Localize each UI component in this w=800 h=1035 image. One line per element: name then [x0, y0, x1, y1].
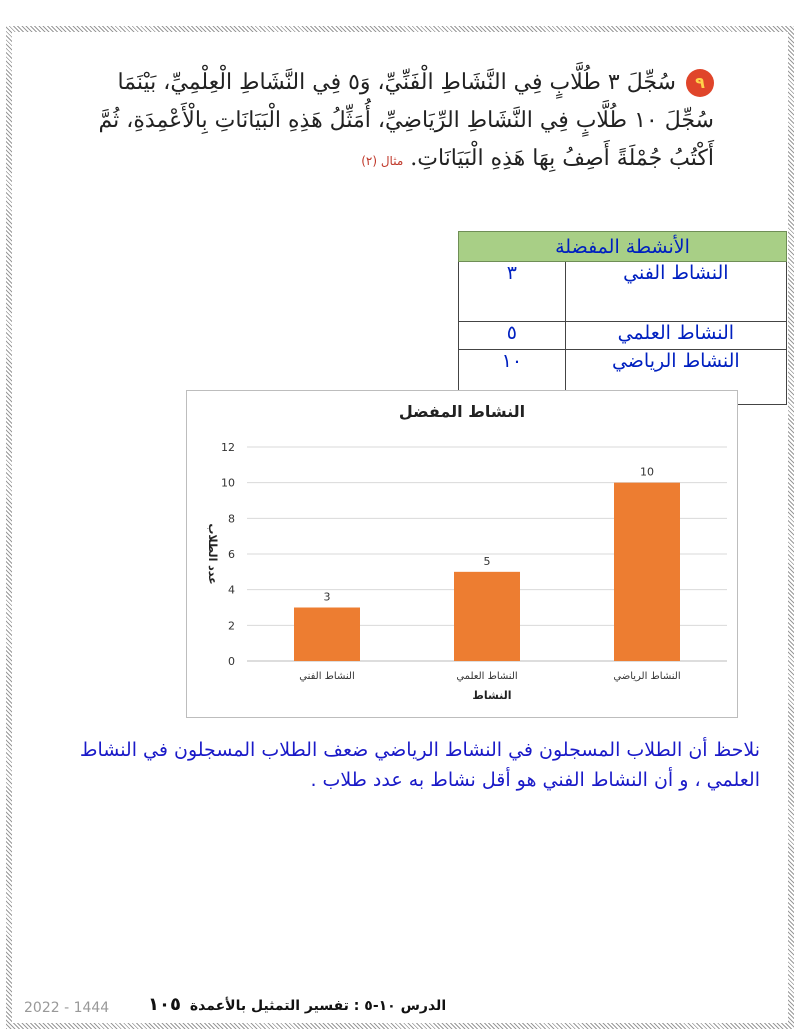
lesson-title: الدرس ١٠-٥ : تفسير التمثيل بالأعمدة [189, 998, 447, 1014]
activity-count: ٥ [459, 322, 566, 350]
activity-count: ١٠ [459, 350, 566, 405]
problem-number-badge: ٩ [686, 69, 714, 97]
y-tick-label: 10 [221, 476, 235, 490]
table-row [459, 322, 787, 350]
conclusion-text: نلاحظ أن الطلاب المسجلون في النشاط الرياضي ضعف الطلاب المسجلون في النشاط العلمي ، و أن النشاط الفني هو أقل نشاط به عدد طلاب . [79, 739, 760, 791]
table-row [459, 262, 787, 322]
bars [294, 483, 680, 661]
labels [221, 441, 681, 682]
problem-statement [74, 64, 714, 180]
bar-data-label: 5 [483, 554, 491, 568]
activity-name: النشاط الرياضي [565, 350, 786, 405]
chart-svg [187, 391, 737, 717]
activity-count: ٣ [459, 262, 566, 322]
x-tick-label: النشاط الرياضي [613, 671, 681, 682]
y-tick-label: 6 [228, 548, 235, 561]
y-tick-label: 4 [228, 583, 235, 597]
example-reference: مثال (٢) [361, 154, 404, 168]
x-tick-label: النشاط العلمي [456, 671, 518, 682]
page-number: ١٠٥ [148, 994, 181, 1015]
activity-name: النشاط الفني [565, 262, 786, 322]
lesson-footer [148, 994, 446, 1015]
x-tick-label: النشاط الفني [299, 671, 355, 682]
y-tick-label: 2 [228, 619, 235, 633]
y-axis-title: عدد الطلاب [206, 523, 219, 585]
table-header: الأنشطة المفضلة [459, 232, 787, 262]
x-axis-title: النشاط [472, 689, 512, 702]
bar-data-label: 3 [323, 590, 331, 604]
bar [454, 572, 520, 661]
y-tick-label: 8 [228, 512, 235, 526]
bar [294, 608, 360, 662]
bar [614, 483, 680, 661]
activity-name: النشاط العلمي [565, 322, 786, 350]
y-tick-label: 12 [221, 441, 235, 454]
footer-year: 2022 - 1444 [24, 1000, 110, 1016]
bar-chart [186, 390, 738, 718]
problem-text: سُجِّلَ ٣ طُلَّابٍ فِي النَّشَاطِ الْفَنِّيِّ، وَ٥ فِي النَّشَاطِ الْعِلْمِيِّ، بَيْنَمَا سُجِّلَ ١٠ طُلَّابٍ فِي النَّشَاطِ الرِّيَاضِيِّ، أُمَثِّلُ هَذِهِ الْبَيَانَاتِ بِالْأَعْمِدَةِ، ثُمَّ أَكْتُبُ جُمْلَةً أَصِفُ بِهَا هَذِهِ الْبَيَانَاتِ. [98, 70, 714, 171]
chart-title: النشاط المفضل [398, 402, 526, 421]
y-tick-label: 0 [228, 655, 235, 668]
bar-data-label: 10 [640, 465, 654, 479]
favorite-activities-table [458, 231, 787, 405]
